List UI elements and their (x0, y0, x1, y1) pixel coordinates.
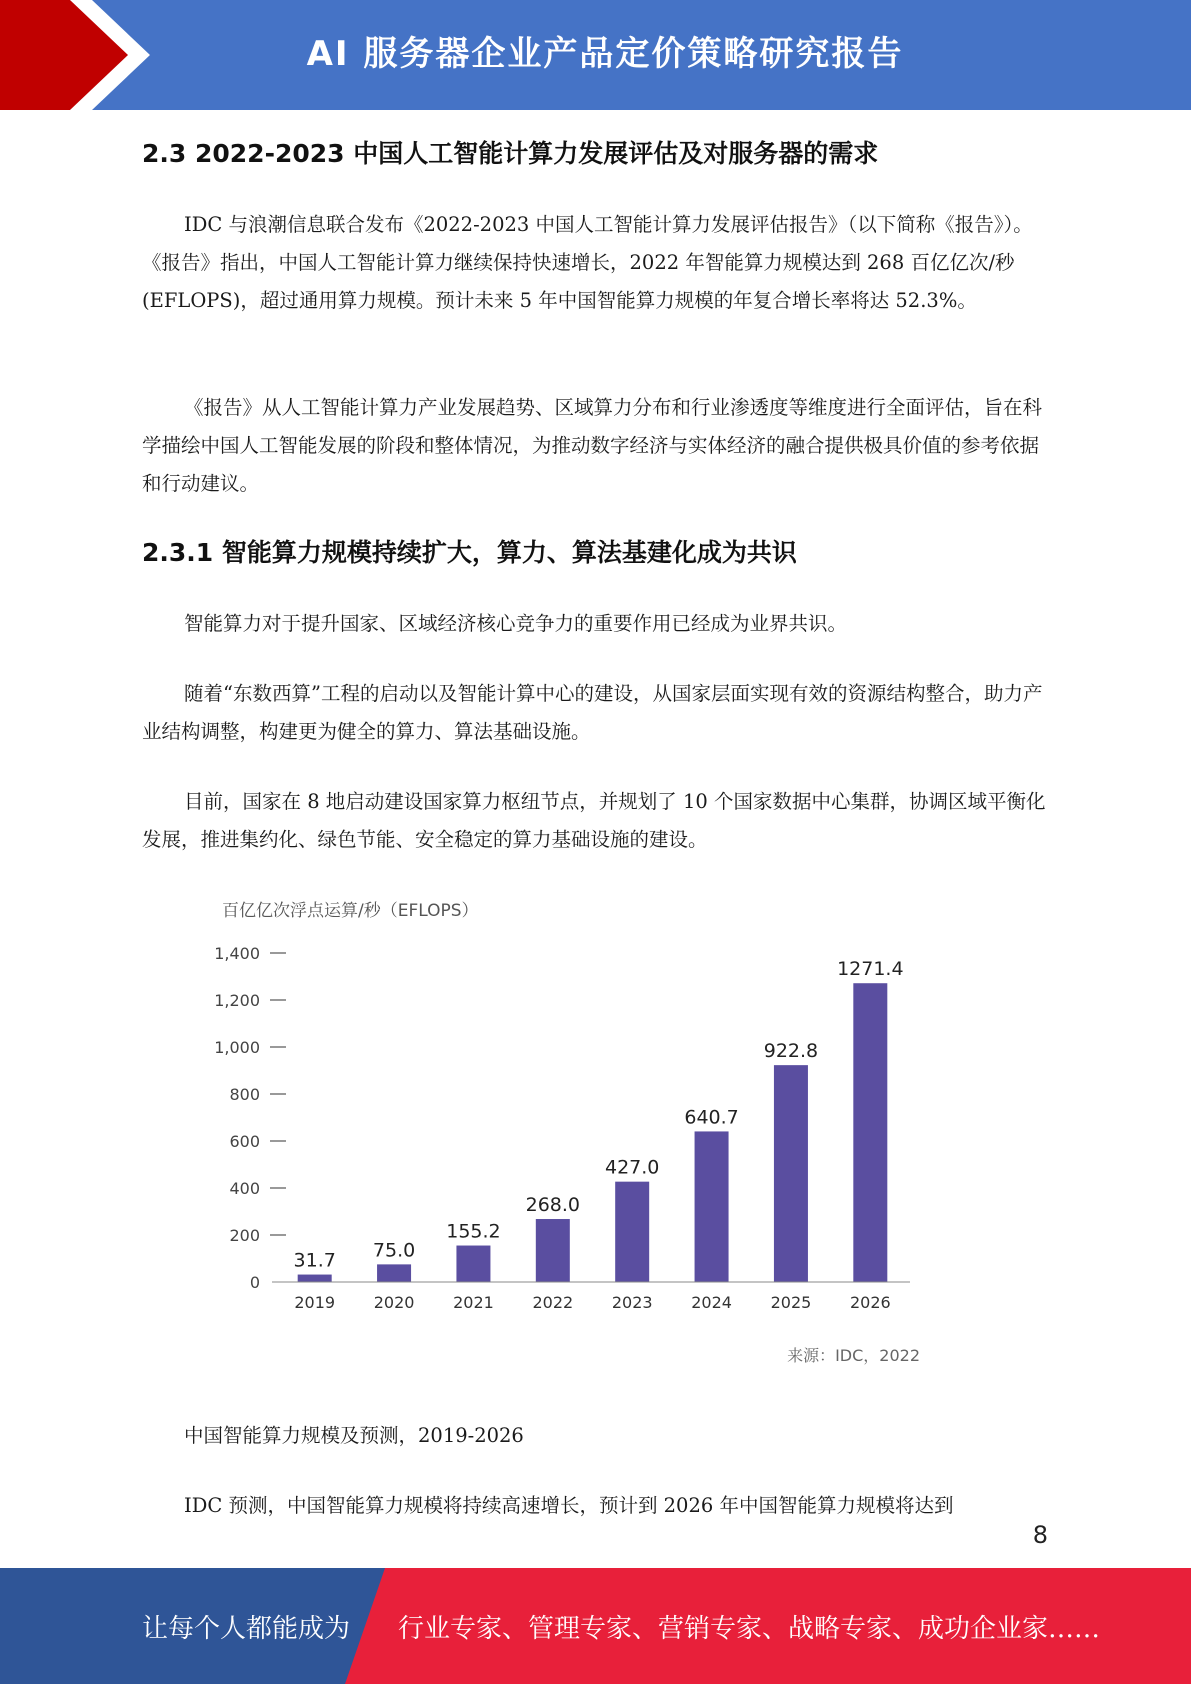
chart-data-label: 31.7 (293, 1249, 336, 1272)
chart-y-tick-label: 200 (229, 1226, 260, 1245)
chart-y-tick-label: 1,000 (214, 1038, 260, 1057)
subsection-paragraph-2: 随着“东数西算”工程的启动以及智能计算中心的建设，从国家层面实现有效的资源结构整合，助力产业结构调整，构建更为健全的算力、算法基础设施。 (142, 682, 1043, 743)
section-paragraph-1: IDC 与浪潮信息联合发布《2022-2023 中国人工智能计算力发展评估报告》（以下简称《报告》）。《报告》指出，中国人工智能计算力继续保持快速增长，2022 年智能算力规模达到 268 百亿亿次/秒(EFLOPS)，超过通用算力规模。预计未来 5 年中国智能算力规模的年复合增长率将达 52.3%。 (142, 213, 1033, 312)
chart-x-tick-label: 2025 (770, 1293, 812, 1312)
subsection-heading: 2.3.1 智能算力规模持续扩大，算力、算法基建化成为共识 (142, 538, 797, 567)
chart-canvas (200, 890, 940, 1370)
chart-bar (774, 1065, 808, 1282)
chart-y-tick-label: 1,400 (214, 944, 260, 963)
chart-x-tick-label: 2026 (849, 1293, 891, 1312)
chart-data-label: 1271.4 (837, 958, 904, 981)
chart-source-note: 来源：IDC，2022 (787, 1346, 920, 1365)
page-footer-banner (0, 1568, 1191, 1684)
closing-paragraph: IDC 预测，中国智能算力规模将持续高速增长，预计到 2026 年中国智能算力规模将达到 (184, 1494, 954, 1517)
chart-bar (377, 1264, 411, 1282)
chart-data-label: 268.0 (525, 1194, 581, 1217)
chart-y-tick-label: 0 (249, 1273, 260, 1292)
chart-x-tick-label: 2021 (453, 1293, 494, 1312)
chart-data-label: 75.0 (372, 1239, 416, 1262)
chart-y-tick-label: 400 (229, 1179, 260, 1198)
chart-bars (294, 958, 904, 1282)
chart-bar (615, 1182, 649, 1282)
chart-bar (298, 1275, 332, 1282)
chart-data-label: 155.2 (446, 1220, 501, 1243)
chart-x-axis (272, 1282, 910, 1312)
chart-bar (536, 1219, 570, 1282)
chart-y-axis (214, 944, 286, 1292)
chart-data-label: 640.7 (684, 1106, 739, 1129)
footer-slogan-right: 行业专家、管理专家、营销专家、战略专家、成功企业家…… (398, 1614, 1101, 1644)
chart-x-tick-label: 2022 (532, 1293, 574, 1312)
chart-y-tick-label: 1,200 (214, 991, 260, 1010)
subsection-paragraph-1: 智能算力对于提升国家、区域经济核心竞争力的重要作用已经成为业界共识。 (184, 612, 848, 635)
chart-bar (695, 1131, 729, 1282)
chart-y-tick-label: 800 (229, 1085, 260, 1104)
computing-power-bar-chart (200, 890, 940, 1370)
chart-y-tick-label: 600 (229, 1132, 260, 1151)
section-heading: 2.3 2022-2023 中国人工智能计算力发展评估及对服务器的需求 (142, 139, 879, 168)
chart-caption: 中国智能算力规模及预测，2019-2026 (184, 1424, 524, 1447)
chart-bar (456, 1246, 490, 1282)
footer-slogan-left: 让每个人都能成为 (142, 1614, 351, 1644)
report-title: AI 服务器企业产品定价策略研究报告 (306, 34, 904, 74)
chart-y-axis-label: 百亿亿次浮点运算/秒（EFLOPS） (222, 901, 479, 921)
chart-x-tick-label: 2019 (294, 1293, 336, 1312)
chart-data-label: 427.0 (604, 1156, 660, 1179)
subsection-paragraph-3: 目前，国家在 8 地启动建设国家算力枢纽节点，并规划了 10 个国家数据中心集群，协调区域平衡化发展，推进集约化、绿色节能、安全稳定的算力基础设施的建设。 (142, 790, 1046, 851)
chart-data-label: 922.8 (763, 1040, 819, 1063)
section-paragraph-2: 《报告》从人工智能计算力产业发展趋势、区域算力分布和行业渗透度等维度进行全面评估，旨在科学描绘中国人工智能发展的阶段和整体情况，为推动数字经济与实体经济的融合提供极具价值的参考依据和行动建议。 (142, 396, 1043, 495)
header-arrow-decoration (0, 0, 160, 110)
chart-bar (853, 983, 887, 1282)
chart-x-tick-label: 2020 (373, 1293, 415, 1312)
page-header-banner (0, 0, 1191, 110)
chart-x-tick-label: 2023 (611, 1293, 653, 1312)
chart-x-tick-label: 2024 (691, 1293, 732, 1312)
page-number: 8 (1032, 1521, 1048, 1549)
